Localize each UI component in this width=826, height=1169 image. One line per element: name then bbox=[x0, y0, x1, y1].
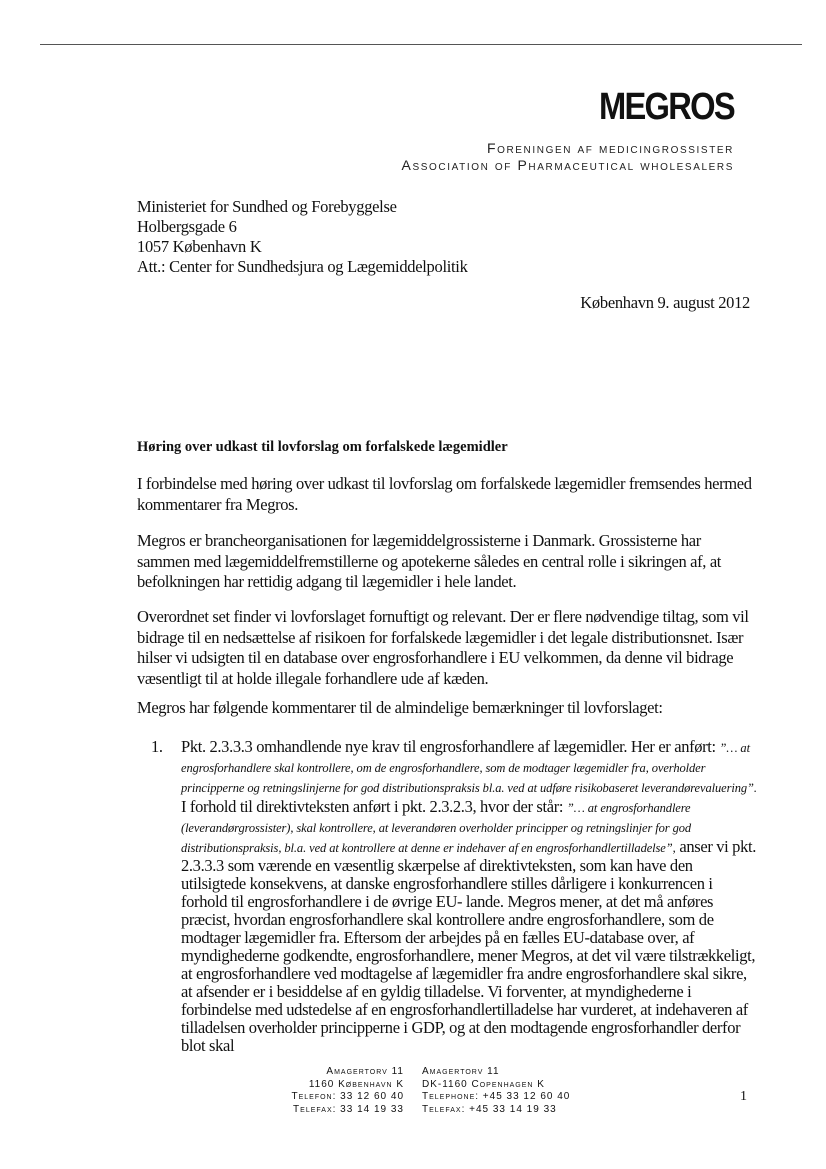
list-item-number: 1. bbox=[151, 737, 163, 756]
megros-logo: MEGROS bbox=[599, 86, 734, 128]
paragraph: I forbindelse med høring over udkast til lovforslag om forfalskede lægemidler fremsendes hermed kommentarer fra Megros. bbox=[137, 474, 752, 514]
top-rule bbox=[40, 44, 802, 45]
footer-line: 1160 København K bbox=[308, 1078, 404, 1090]
footer-line: Amagertorv 11 bbox=[422, 1066, 500, 1077]
footer-line: Amagertorv 11 bbox=[326, 1066, 404, 1077]
list-item-body bbox=[181, 738, 761, 1054]
list-item-middle: I forhold til direktivteksten anført i pkt. 2.3.2.3, hvor der står: bbox=[181, 796, 564, 816]
list-item bbox=[151, 738, 761, 1054]
recipient-address bbox=[137, 197, 468, 277]
paragraph: Megros har følgende kommentarer til de almindelige bemærkninger til lovforslaget: bbox=[137, 698, 663, 717]
subject-heading: Høring over udkast til lovforslag om forfalskede lægemidler bbox=[137, 439, 508, 455]
footer-line: Telephone: +45 33 12 60 40 bbox=[422, 1091, 571, 1102]
dateline: København 9. august 2012 bbox=[580, 293, 750, 312]
quote-2: ”… at engrosforhandlere (leverandørgrossister), skal kontrollere, at leverandøren overholder principper og retningslinjer for god distributionspraksis, bl.a. ved at kontrollere at denne er indehaver af en engrosforhandlertilladelse”, bbox=[181, 800, 692, 855]
recipient-line: 1057 København K bbox=[137, 237, 262, 256]
footer-address-english bbox=[422, 1066, 570, 1116]
footer-line: Telefax: 33 14 19 33 bbox=[293, 1103, 404, 1115]
tagline-english: Association of Pharmaceutical wholesalers bbox=[401, 157, 734, 173]
tagline-danish: Foreningen af medicingrossister bbox=[486, 140, 734, 156]
footer-line: DK-1160 Copenhagen K bbox=[422, 1078, 545, 1090]
footer-address-danish bbox=[292, 1066, 405, 1116]
recipient-line: Holbergsgade 6 bbox=[137, 217, 237, 236]
footer-line: Telefax: +45 33 14 19 33 bbox=[422, 1103, 557, 1115]
list-item-rest: anser vi pkt. 2.3.3.3 som værende en væsentlig skærpelse af direktivteksten, som kan have den utilsigtede konsekvens, at danske engrosforhandlere stilles dårligere i konkurrencen i forhold til engrosforhandlere i de øvrige EU- lande. Megros mener, at det må anføres præcist, hvordan engrosforhandlere skal kontrollere andre engrosforhandlere, som de modtager lægemidler fra. Eftersom der arbejdes på en fælles EU-database over, af myndighederne godkendte, engrosforhandlere, mener Megros, at det vil være tilstrækkeligt, at engrosforhandlere ved modtagelse af lægemidler fra andre engrosforhandlere skal sikre, at afsender er i besiddelse af en gyldig tilladelse. Vi forventer, at myndighederne i forbindelse med udstedelse af en engrosforhandlertilladelse har vurderet, at indehaveren af tilladelsen overholder principperne i GDP, og at den modtagende engrosforhandler derfor blot skal bbox=[181, 836, 756, 1055]
quote-1: ”… at engrosforhandlere skal kontrollere, om de engrosforhandlere, som de modtager lægemidler fra, overholder principperne og retningslinjerne for god distributionspraksis bl.a. ved at udføre risikobaseret leverandørevaluering”. bbox=[181, 741, 757, 795]
recipient-line: Att.: Center for Sundhedsjura og Lægemiddelpolitik bbox=[137, 257, 468, 276]
list-item-intro: Pkt. 2.3.3.3 omhandlende nye krav til engrosforhandlere af lægemidler. Her er anført: bbox=[181, 737, 716, 756]
paragraph: Megros er brancheorganisationen for lægemiddelgrossisterne i Danmark. Grossisterne har sammen med lægemiddelfremstillerne og apotekerne således en central rolle i sikringen af, at befolkningen har rettidig adgang til lægemidler i hele landet. bbox=[137, 531, 722, 591]
recipient-line: Ministeriet for Sundhed og Forebyggelse bbox=[137, 197, 397, 216]
paragraph: Overordnet set finder vi lovforslaget fornuftigt og relevant. Der er flere nødvendige tiltag, som vil bidrage til en nedsættelse af risikoen for forfalskede lægemidler i det legale distributionsnet. Især hilser vi udsigten til en database over engrosforhandlere i EU velkommen, da denne vil bidrage væsentligt til at holde illegale forhandlere ude af kæden. bbox=[137, 607, 749, 688]
footer-line: Telefon: 33 12 60 40 bbox=[291, 1091, 404, 1102]
page-number: 1 bbox=[740, 1089, 747, 1104]
